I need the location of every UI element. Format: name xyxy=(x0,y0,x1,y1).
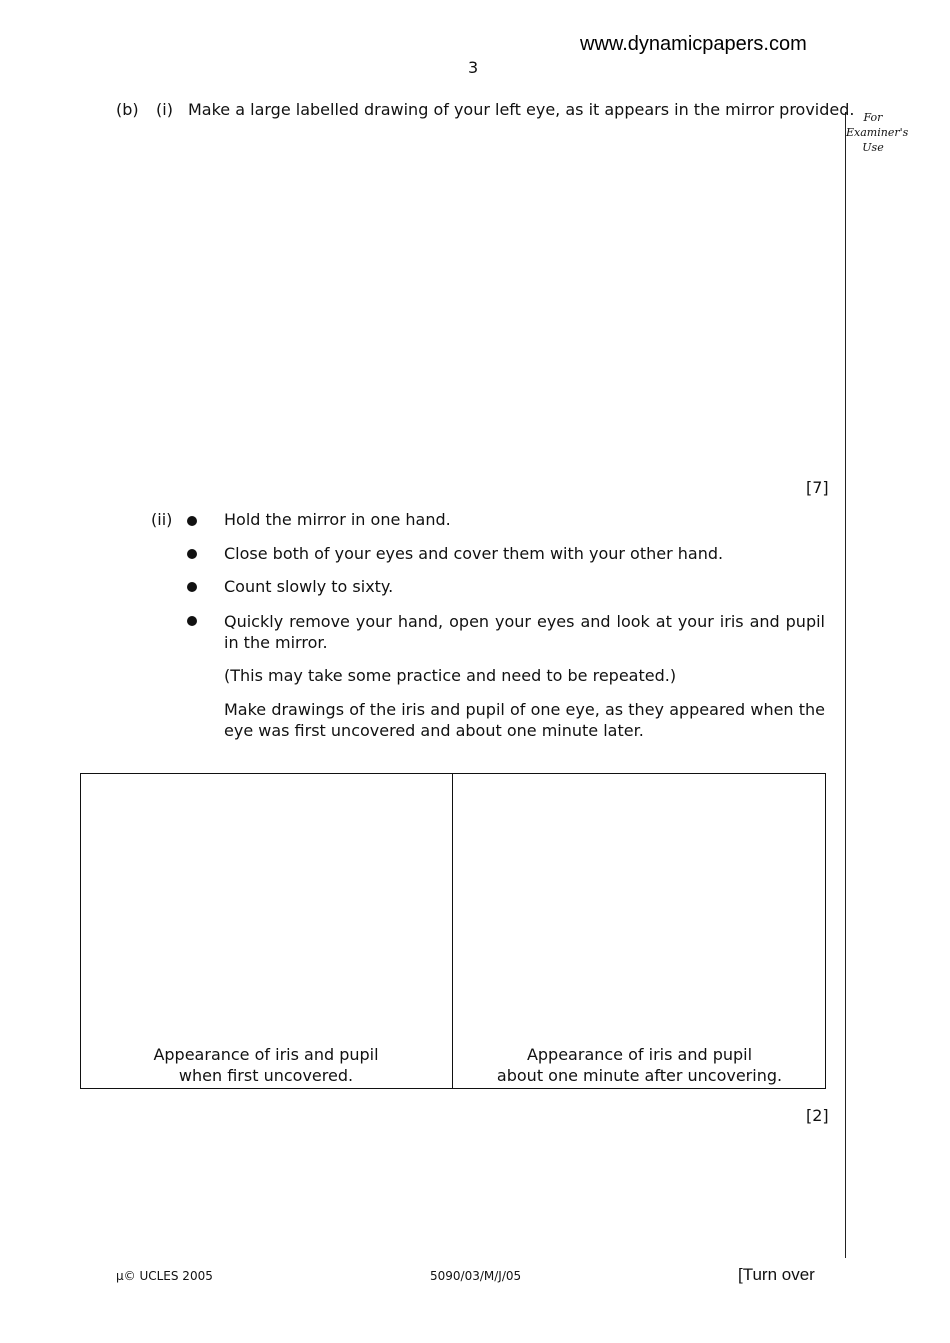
website-url: www.dynamicpapers.com xyxy=(580,33,807,55)
examiner-label-line1: For xyxy=(863,111,883,124)
part-ii-marks: [2] xyxy=(806,1106,829,1125)
part-i-label: (i) xyxy=(156,100,173,119)
examiner-margin-line xyxy=(845,112,846,1258)
part-i-question: Make a large labelled drawing of your left eye, as it appears in the mirror provided. xyxy=(188,100,855,119)
copyright-footer: µ© UCLES 2005 xyxy=(116,1269,213,1283)
drawing-instruction: Make drawings of the iris and pupil of one eye, as they appeared when the eye was first uncovered and about one minute later. xyxy=(224,700,825,740)
right-caption-line2: about one minute after uncovering. xyxy=(496,1066,783,1085)
question-b-label: (b) xyxy=(116,100,139,119)
left-caption-line1: Appearance of iris and pupil xyxy=(153,1045,379,1064)
bullet-icon xyxy=(187,582,197,592)
instruction-bullet-2: Close both of your eyes and cover them with your other hand. xyxy=(224,544,724,563)
instruction-bullet-4: Quickly remove your hand, open your eyes and look at your iris and pupil in the mirror. xyxy=(224,612,825,652)
page-number: 3 xyxy=(468,58,479,77)
right-caption-line1: Appearance of iris and pupil xyxy=(526,1045,753,1064)
right-cell-caption xyxy=(453,1044,826,1086)
bullet-icon xyxy=(187,616,197,626)
examiner-label-line3: Use xyxy=(862,141,884,154)
turn-over-label: [Turn over xyxy=(738,1265,815,1284)
paper-code: 5090/03/M/J/05 xyxy=(430,1269,522,1283)
bullet-icon xyxy=(187,549,197,559)
left-caption-line2: when first uncovered. xyxy=(178,1066,354,1085)
examiner-label-line2: Examiner's xyxy=(846,126,909,139)
drawing-answer-table xyxy=(80,773,826,1089)
practice-note: (This may take some practice and need to be repeated.) xyxy=(224,666,677,685)
table-divider xyxy=(452,773,453,1089)
left-cell-caption xyxy=(80,1044,452,1086)
part-ii-label: (ii) xyxy=(151,510,173,529)
part-i-marks: [7] xyxy=(806,478,829,497)
bullet-icon xyxy=(187,516,197,526)
instruction-bullet-1: Hold the mirror in one hand. xyxy=(224,510,451,529)
instruction-bullet-3: Count slowly to sixty. xyxy=(224,577,394,596)
